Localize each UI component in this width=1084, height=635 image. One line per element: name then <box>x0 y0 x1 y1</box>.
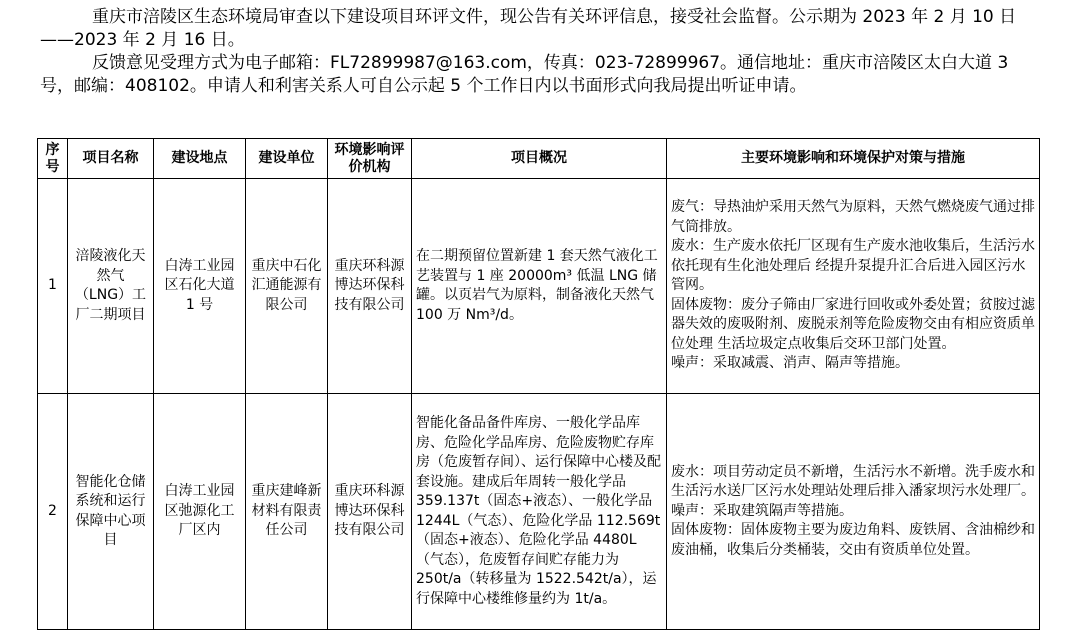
measure-line: 噪声：采取建筑隔声等措施。 <box>671 502 853 519</box>
measure-line: 废气：导热油炉采用天然气为原料，天然气燃烧废气通过排气筒排放。 <box>671 199 1035 235</box>
notice-text <box>40 6 1040 98</box>
table-header-row <box>38 139 1040 179</box>
row-summary: 智能化备品备件库房、一般化学品库房、危险化学品库房、危险废物贮存库房（危废暂存间）、运行保障中心楼及配套设施。建成后年周转一般化学品 359.137t（固态+液态）、一般化学品 1244L（气态）、危险化学品 112.569t（固态+液态）、危险化学品 4480L（气态），危废暂存间贮存能力为 250t/a（转移量为 1522.542t/a），运行保障中心楼维修量约为 1t/a。 <box>412 394 667 630</box>
header-no: 序号 <box>38 139 68 179</box>
row-measures <box>667 179 1040 394</box>
header-summary: 项目概况 <box>412 139 667 179</box>
table-row <box>38 394 1040 630</box>
row-unit: 重庆中石化汇通能源有限公司 <box>246 179 328 394</box>
project-table <box>37 138 1040 630</box>
row-name: 涪陵液化天然气（LNG）工厂二期项目 <box>68 179 154 394</box>
row-unit: 重庆建峰新材料有限责任公司 <box>246 394 328 630</box>
header-measures: 主要环境影响和环境保护对策与措施 <box>667 139 1040 179</box>
measure-line: 固体废物：废分子筛由厂家进行回收或外委处置；贫胺过滤器失效的废吸附剂、废脱汞剂等危险废物交由有相应资质单位处理 生活垃圾定点收集后交环卫部门处置。 <box>671 296 1035 352</box>
measure-line: 废水：生产废水依托厂区现有生产废水池收集后，生活污水依托现有生化池处理后 经提升泵提升汇合后进入园区污水管网。 <box>671 238 1035 294</box>
notice-paragraph-publicity: 重庆市涪陵区生态环境局审查以下建设项目环评文件，现公告有关环评信息，接受社会监督。公示期为 2023 年 2 月 10 日——2023 年 2 月 16 日。 <box>40 7 1017 50</box>
table-row <box>38 179 1040 394</box>
measure-line: 固体废物：固体废物主要为废边角料、废铁屑、含油棉纱和废油桶，收集后分类桶装，交由有资质单位处置。 <box>671 522 1035 558</box>
header-unit: 建设单位 <box>246 139 328 179</box>
header-name: 项目名称 <box>68 139 154 179</box>
measure-line: 噪声：采取减震、消声、隔声等措施。 <box>671 355 909 372</box>
row-no: 1 <box>38 179 68 394</box>
row-measures <box>667 394 1040 630</box>
row-location: 白涛工业园区弛源化工厂区内 <box>154 394 246 630</box>
row-name: 智能化仓储系统和运行保障中心项目 <box>68 394 154 630</box>
row-no: 2 <box>38 394 68 630</box>
row-agency: 重庆环科源博达环保科技有限公司 <box>328 394 412 630</box>
row-summary: 在二期预留位置新建 1 套天然气液化工艺装置与 1 座 20000m³ 低温 LNG 储罐。以页岩气为原料，制备液化天然气 100 万 Nm³/d。 <box>412 179 667 394</box>
header-agency: 环境影响评价机构 <box>328 139 412 179</box>
row-location: 白涛工业园区石化大道 1 号 <box>154 179 246 394</box>
measure-line: 废水：项目劳动定员不新增，生活污水不新增。洗手废水和生活污水送厂区污水处理站处理后排入潘家坝污水处理厂。 <box>671 463 1035 500</box>
notice-paragraph-feedback: 反馈意见受理方式为电子邮箱：FL72899987@163.com，传真：023-72899967。通信地址：重庆市涪陵区太白大道 3 号，邮编：408102。申请人和利害关系人可自公示起 5 个工作日内以书面形式向我局提出听证申请。 <box>40 53 1009 96</box>
header-location: 建设地点 <box>154 139 246 179</box>
row-agency: 重庆环科源博达环保科技有限公司 <box>328 179 412 394</box>
